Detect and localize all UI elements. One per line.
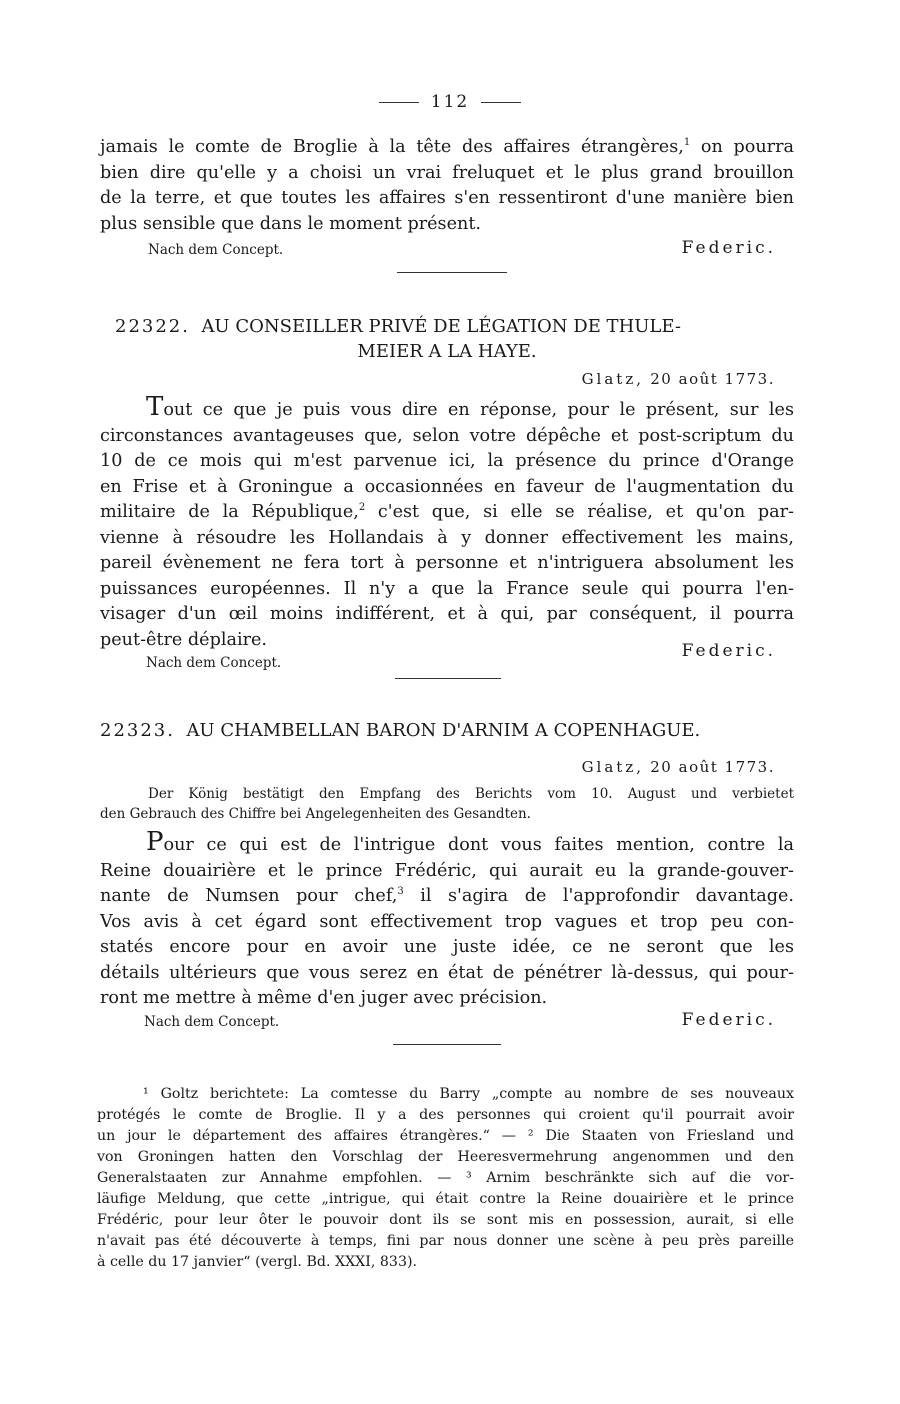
footnote-line-7: Frédéric, pour leur ôter le pouvoir dont ils se sont mis en possession, aurait, si elle [97, 1212, 794, 1228]
letter-22322-line-1: Tout ce que je puis vous dire en réponse, pour le présent, sur les [146, 392, 794, 422]
intro-line-1: jamais le comte de Broglie à la tête des affaires étrangères,$^1$ on pourra [100, 137, 794, 157]
footnote-line-3: un jour le département des affaires étrangères.“ — ² Die Staaten von Friesland und [97, 1128, 794, 1144]
footnote-ref-3: 3 [397, 886, 404, 898]
letter-22323-date: 20 août 1773. [650, 758, 775, 776]
letter-22322-line-8: puissances européennes. Il n'y a que la France seule qui pourra l'en- [100, 578, 794, 599]
letter-22323-line-7: ront me mettre à même d'en juger avec précision. [100, 988, 548, 1008]
letter-22323-signature: Federic. [681, 1010, 776, 1030]
footnote-line-9: à celle du 17 janvier“ (vergl. Bd. XXXI, 833). [97, 1254, 418, 1270]
letter-22323-line-5: statés encore pour en avoir une juste idée, ce ne seront que les [100, 937, 794, 957]
letter-22322-dropcap: T [146, 392, 164, 422]
letter-22322-title-line1: AU CONSEILLER PRIVÉ DE LÉGATION DE THULE- [201, 316, 681, 337]
letter-22322-signature: Federic. [681, 641, 776, 661]
letter-22323-place: Glatz, [581, 758, 644, 776]
page-number-dash-right [481, 102, 521, 103]
letter-22322-line-2: circonstances avantageuses que, selon votre dépêche et post-scriptum du [100, 425, 794, 446]
footnote-line-6: läufige Meldung, que cette „intrigue, qui était contre la Reine douairière et le prince [97, 1191, 794, 1207]
letter-22322-place: Glatz, [581, 370, 644, 388]
separator-rule-3 [393, 1044, 501, 1045]
letter-22323-summary [100, 784, 794, 824]
letter-22322-heading [100, 314, 794, 364]
letter-22323-heading [100, 718, 794, 743]
intro-paragraph [100, 135, 794, 237]
intro-line-2: bien dire qu'elle y a choisi un vrai freluquet et le plus grand brouillon [100, 162, 794, 183]
footnote-ref-2: 2 [358, 502, 366, 514]
footnote-line-1: ¹ Goltz berichtete: La comtesse du Barry „compte au nombre de ses nouveaux [143, 1086, 794, 1102]
letter-22322-line-7: pareil évènement ne fera tort à personne et n'intriguera absolument les [100, 553, 794, 573]
intro-signature: Federic. [681, 238, 776, 258]
letter-22322-date: 20 août 1773. [650, 370, 775, 388]
page-number [0, 92, 900, 112]
letter-22322-line-4: en Frise et à Groningue a occasionnées en faveur de l'augmentation du [100, 476, 794, 497]
letter-22323-summary-line-2: den Gebrauch des Chiffre bei Angelegenheiten des Gesandten. [100, 806, 531, 822]
letter-22322-line-5: militaire de la République,$^2$ c'est que, si elle se réalise, et qu'on par- [100, 502, 794, 522]
footnote-line-2: protégés le comte de Broglie. Il y a des personnes qui croient qu'il pourrait avoir [97, 1107, 794, 1123]
letter-22323-meta [100, 1012, 776, 1036]
footnotes [97, 1084, 794, 1273]
letter-22323-concept-note: Nach dem Concept. [144, 1014, 280, 1030]
footnote-line-5: Generalstaaten zur Annahme empfohlen. — ³ Arnim beschränkte sich auf die vor- [97, 1170, 794, 1186]
page-number-text: 112 [430, 92, 470, 112]
letter-22322-title-line2: MEIER A LA HAYE. [357, 341, 537, 362]
letter-22323-dateline [582, 758, 775, 776]
footnote-line-8: n'avait pas été découverte à temps, fini par nous donner une scène à peu près pareille [97, 1233, 794, 1249]
separator-rule-2 [395, 678, 501, 679]
footnote-line-4: von Groningen hatten den Vorschlag der Heeresvermehrung angenommen und den [97, 1149, 794, 1165]
letter-22323-line-3: nante de Numsen pour chef,$^3$ il s'agira de l'approfondir davantage. [100, 886, 795, 906]
letter-22322-body [100, 392, 794, 653]
letter-22322-line-10: peut-être déplaire. [100, 629, 268, 650]
page-number-dash-left [379, 102, 419, 103]
letter-22322-number: 22322. [115, 316, 190, 337]
letter-22322-line-6: vienne à résoudre les Hollandais à y donner effectivement les mains, [100, 527, 794, 548]
intro-line-4: plus sensible que dans le moment présent. [100, 213, 481, 234]
letter-22323-summary-line-1: Der König bestätigt den Empfang des Berichts vom 10. August und verbietet [148, 786, 794, 802]
letter-22323-dropcap: P [146, 827, 164, 857]
intro-concept-note: Nach dem Concept. [148, 242, 284, 258]
letter-22323-number: 22323. [100, 720, 175, 741]
letter-22323-title: AU CHAMBELLAN BARON D'ARNIM A COPENHAGUE. [186, 720, 701, 741]
intro-meta [100, 240, 776, 264]
letter-22323-line-4: Vos avis à cet égard sont effectivement trop vagues et trop peu con- [100, 911, 794, 932]
letter-22323-line-6: détails ultérieurs que vous serez en état de pénétrer là-dessus, qui pour- [100, 962, 794, 983]
footnote-ref-1: 1 [683, 137, 691, 149]
letter-22323-line-2: Reine douairière et le prince Frédéric, qui aurait eu la grande-gouver- [100, 860, 794, 881]
letter-22322-line-3: 10 de ce mois qui m'est parvenue ici, la présence du prince d'Orange [100, 451, 794, 471]
separator-rule-1 [397, 272, 507, 273]
letter-22322-meta [100, 641, 776, 675]
letter-22322-line-9: visager d'un œil moins indifférent, et à qui, par conséquent, il pourra [100, 604, 794, 624]
letter-22322-dateline [582, 370, 775, 388]
letter-22323-line-1: Pour ce qui est de l'intrigue dont vous faites mention, contre la [146, 827, 794, 857]
intro-line-3: de la terre, et que toutes les affaires s'en ressentiront d'une manière bien [100, 188, 794, 208]
letter-22322-concept-note: Nach dem Concept. [146, 655, 282, 671]
letter-22323-body [100, 827, 795, 1012]
